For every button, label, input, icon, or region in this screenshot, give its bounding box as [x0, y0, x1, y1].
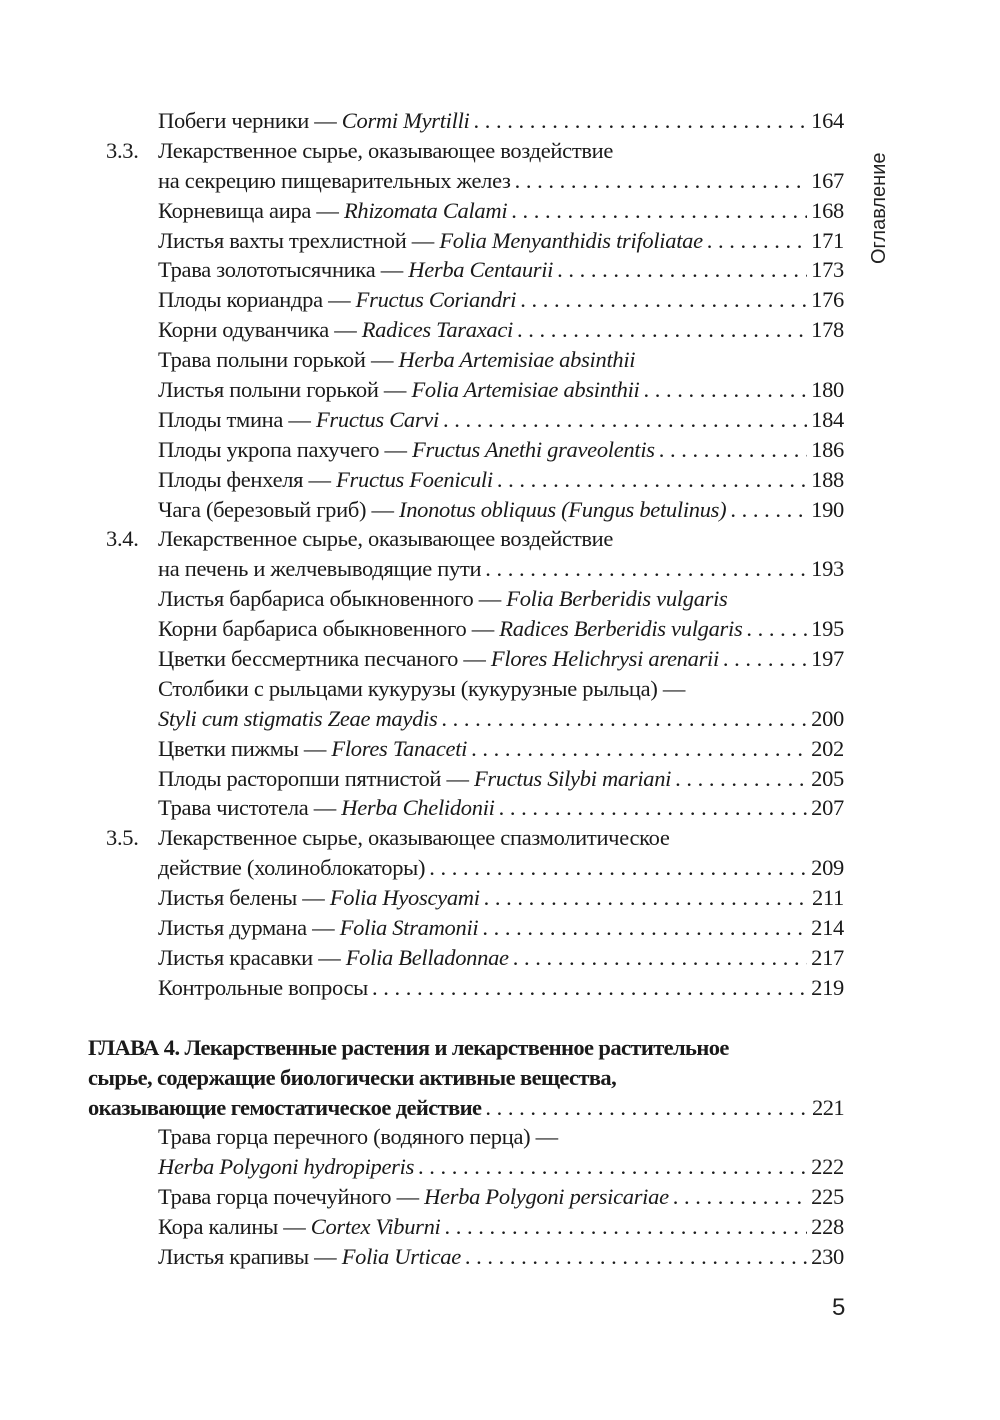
entry-title: [158, 736, 467, 762]
page-ref: 221: [812, 1094, 844, 1120]
dot-leader: [520, 287, 807, 313]
entry-title-russian: Листья вахты трехлистной —: [158, 227, 440, 253]
entry-title: [158, 556, 481, 582]
dot-leader: [482, 915, 807, 941]
entry-title-russian: Столбики с рыльцами кукурузы (кукурузные рыльца) —: [158, 675, 686, 701]
entry-title-latin: Fructus Anethi graveolentis: [412, 436, 655, 462]
toc-entry[interactable]: [88, 257, 844, 287]
entry-title-latin: Folia Berberidis vulgaris: [506, 586, 728, 612]
entry-title: [158, 108, 469, 134]
toc-entry[interactable]: [88, 885, 844, 915]
toc-entry[interactable]: [88, 676, 844, 706]
entry-title-russian: Листья дурмана —: [158, 915, 340, 941]
dot-leader: [730, 497, 807, 523]
toc-chapter4-section: [88, 1124, 844, 1273]
running-header-text: Оглавление: [868, 152, 890, 264]
toc-entry[interactable]: [88, 945, 844, 975]
entry-title-russian: Корневища аира —: [158, 197, 344, 223]
page-ref: 202: [811, 735, 844, 761]
toc-entry[interactable]: [88, 1214, 844, 1244]
toc-entry[interactable]: [88, 497, 844, 527]
dot-leader: [557, 257, 807, 283]
page-ref: 167: [811, 167, 844, 193]
entry-title-russian: Лекарственное сырье, оказывающее спазмолитическое: [158, 825, 670, 851]
entry-title: [158, 1124, 558, 1150]
toc-entry[interactable]: [88, 975, 844, 1005]
dot-leader: [673, 1184, 807, 1210]
entry-title-latin: Herba Artemisiae absinthii: [398, 347, 636, 373]
entry-title-latin: Fructus Coriandri: [355, 287, 517, 313]
toc-entry[interactable]: [88, 317, 844, 347]
toc-entry[interactable]: [88, 138, 844, 168]
entry-title-latin: Flores Helichrysi arenarii: [490, 646, 719, 672]
entry-title: [158, 407, 439, 433]
dot-leader: [723, 646, 807, 672]
page-ref: 164: [811, 108, 844, 133]
dot-leader: [485, 556, 807, 582]
entry-title: [158, 1154, 414, 1180]
entry-title-latin: Radices Berberidis vulgaris: [499, 616, 743, 642]
entry-title-russian: Трава золототысячника —: [158, 257, 409, 283]
chapter-heading-text: оказывающие гемостатическое действие: [88, 1094, 482, 1120]
chapter-heading-text: сырье, содержащие биологически активные вещества,: [88, 1064, 617, 1090]
entry-title: [158, 467, 493, 493]
entry-title: [158, 138, 613, 164]
entry-title: [158, 377, 640, 403]
toc-entry[interactable]: [88, 108, 844, 138]
toc-entry[interactable]: [88, 556, 844, 586]
table-of-contents: [88, 108, 844, 1274]
entry-title: [158, 526, 613, 552]
entry-title-russian: Побеги черники —: [158, 108, 342, 133]
entry-title-russian: действие (холиноблокаторы): [158, 855, 426, 881]
page-ref: 173: [811, 257, 844, 283]
toc-entry[interactable]: [88, 198, 844, 228]
page-ref: 217: [811, 944, 844, 970]
entry-title-russian: на печень и желчевыводящие пути: [158, 556, 482, 582]
entry-title-latin: Cormi Myrtilli: [341, 108, 470, 133]
entry-title-latin: Folia Artemisiae absinthii: [411, 377, 640, 403]
entry-title: [158, 795, 495, 821]
page-ref: 171: [811, 227, 844, 253]
entry-title: [158, 347, 635, 373]
page-ref: 193: [811, 556, 844, 582]
entry-title: [158, 646, 719, 672]
entry-title: [158, 975, 368, 1001]
dot-leader: [513, 945, 807, 971]
section-number: 3.3.: [106, 137, 139, 163]
page-number: 5: [832, 1294, 846, 1321]
toc-entry[interactable]: [88, 825, 844, 855]
toc-entry[interactable]: [88, 706, 844, 736]
entry-title-latin: Folia Belladonnae: [345, 944, 509, 970]
dot-leader: [473, 108, 807, 134]
entry-title-russian: Кора калины —: [158, 1214, 311, 1240]
entry-title-russian: Плоды укропа пахучего —: [158, 436, 413, 462]
entry-title-russian: Плоды фенхеля —: [158, 466, 337, 492]
page-ref: 222: [811, 1154, 844, 1180]
page-ref: 205: [811, 765, 844, 791]
toc-entry[interactable]: [88, 168, 844, 198]
entry-title-latin: Cortex Viburni: [310, 1214, 441, 1240]
page-ref: 214: [811, 915, 844, 941]
dot-leader: [511, 198, 807, 224]
page-ref: 168: [811, 197, 844, 223]
section-number: 3.5.: [106, 825, 139, 851]
toc-entry[interactable]: [88, 1184, 844, 1214]
entry-title-russian: Листья полыни горькой —: [158, 377, 412, 403]
dot-leader: [485, 1095, 808, 1121]
dot-leader: [443, 407, 807, 433]
page-ref: 178: [811, 317, 844, 343]
page-ref: 190: [811, 496, 844, 522]
entry-title: [158, 437, 655, 463]
dot-leader: [499, 795, 808, 821]
entry-title-russian: Лекарственное сырье, оказывающее воздействие: [158, 137, 614, 163]
chapter-heading-text: ГЛАВА 4. Лекарственные растения и лекарственное растительное: [88, 1034, 729, 1060]
dot-leader: [644, 377, 808, 403]
dot-leader: [372, 975, 807, 1001]
entry-title-russian: Плоды расторопши пятнистой —: [158, 765, 474, 791]
entry-title: [158, 616, 742, 642]
dot-leader: [497, 467, 807, 493]
page-ref: 225: [811, 1184, 844, 1210]
entry-title-russian: Трава горца почечуйного —: [158, 1184, 425, 1210]
entry-title-russian: Плоды кориандра —: [158, 287, 356, 313]
entry-title-russian: Листья крапивы —: [158, 1243, 342, 1269]
page-ref: 207: [811, 795, 844, 821]
toc-entry[interactable]: [88, 377, 844, 407]
toc-entry[interactable]: [88, 437, 844, 467]
dot-leader: [515, 168, 808, 194]
entry-title-russian: Корни одуванчика —: [158, 317, 362, 343]
entry-title: [158, 676, 685, 702]
entry-title: [158, 198, 507, 224]
toc-entry[interactable]: [88, 1244, 844, 1274]
page-ref: 176: [811, 287, 844, 313]
toc-entry[interactable]: [88, 646, 844, 676]
dot-leader: [445, 1214, 808, 1240]
toc-entry[interactable]: [88, 915, 844, 945]
toc-chapter4-heading[interactable]: [88, 1035, 844, 1125]
entry-title: [158, 766, 671, 792]
toc-entry[interactable]: [88, 1124, 844, 1154]
entry-title: [158, 317, 513, 343]
entry-title-russian: Чага (березовый гриб) —: [158, 496, 400, 522]
entry-title: [158, 168, 511, 194]
toc-entry[interactable]: [88, 407, 844, 437]
entry-title-latin: Herba Centaurii: [408, 257, 554, 283]
entry-title-latin: Folia Menyanthidis trifoliatae: [439, 227, 703, 253]
dot-leader: [484, 885, 808, 911]
entry-title-latin: Folia Urticae: [341, 1243, 461, 1269]
toc-entry[interactable]: [88, 795, 844, 825]
page-ref: 188: [811, 466, 844, 492]
entry-title: [158, 1214, 441, 1240]
section-gap: [88, 1005, 844, 1035]
entry-title-latin: Flores Tanaceti: [331, 735, 468, 761]
entry-title-latin: Radices Taraxaci: [361, 317, 513, 343]
entry-title-russian: Цветки бессмертника песчаного —: [158, 646, 491, 672]
entry-title-russian: Листья белены —: [158, 885, 330, 911]
toc-entry[interactable]: [88, 586, 844, 616]
entry-title-russian: Плоды тмина —: [158, 406, 316, 432]
entry-title-russian: на секрецию пищеварительных желез: [158, 167, 511, 193]
toc-entry[interactable]: [88, 616, 844, 646]
page-ref: 200: [811, 705, 844, 731]
dot-leader: [418, 1154, 807, 1180]
page-ref: 209: [811, 855, 844, 881]
entry-title: [158, 945, 509, 971]
entry-title: [158, 287, 516, 313]
entry-title-latin: Folia Hyoscyami: [329, 885, 480, 911]
entry-title: [158, 1184, 669, 1210]
entry-title-russian: Трава полыни горькой —: [158, 347, 399, 373]
entry-title-russian: Трава чистотела —: [158, 795, 342, 821]
dot-leader: [707, 228, 807, 254]
page-ref: 184: [811, 406, 844, 432]
dot-leader: [746, 616, 807, 642]
entry-title: [158, 855, 425, 881]
toc-entry[interactable]: [88, 736, 844, 766]
page-ref: 219: [811, 974, 844, 1000]
entry-title: [158, 885, 480, 911]
dot-leader: [675, 766, 807, 792]
toc-entry[interactable]: [88, 766, 844, 796]
chapter-heading-line: [88, 1065, 844, 1095]
entry-title-russian: Лекарственное сырье, оказывающее воздействие: [158, 526, 614, 552]
running-header-vertical: [864, 118, 894, 268]
toc-entry[interactable]: [88, 855, 844, 885]
chapter-heading-line: [88, 1095, 844, 1125]
entry-title: [158, 497, 726, 523]
entry-title-latin: Fructus Carvi: [315, 406, 439, 432]
page-ref: 186: [811, 436, 844, 462]
section-number: 3.4.: [106, 526, 139, 552]
entry-title: [158, 586, 728, 612]
page-ref: 230: [811, 1243, 844, 1269]
page-ref: 197: [811, 646, 844, 672]
entry-title: [158, 706, 437, 732]
toc-entry[interactable]: [88, 228, 844, 258]
entry-title-latin: Herba Polygoni hydropiperis: [158, 1154, 415, 1180]
entry-title: [158, 915, 478, 941]
entry-title-latin: Fructus Foeniculi: [336, 466, 493, 492]
dot-leader: [441, 706, 807, 732]
dot-leader: [659, 437, 807, 463]
dot-leader: [517, 317, 807, 343]
entry-title: [158, 1244, 461, 1270]
entry-title-latin: Fructus Silybi mariani: [473, 765, 672, 791]
dot-leader: [465, 1244, 807, 1270]
entry-title-russian: Контрольные вопросы: [158, 974, 368, 1000]
entry-title-latin: Herba Chelidonii: [341, 795, 495, 821]
page-ref: 228: [811, 1214, 844, 1240]
toc-entry[interactable]: [88, 467, 844, 497]
entry-title-latin: Styli cum stigmatis Zeae maydis: [158, 705, 438, 731]
entry-title-latin: Herba Polygoni persicariae: [424, 1184, 669, 1210]
page-ref: 195: [811, 616, 844, 642]
entry-title-russian: Корни барбариса обыкновенного —: [158, 616, 500, 642]
dot-leader: [471, 736, 807, 762]
entry-title-russian: Трава горца перечного (водяного перца) —: [158, 1124, 558, 1150]
entry-title-russian: Листья красавки —: [158, 944, 346, 970]
toc-entry[interactable]: [88, 347, 844, 377]
entry-title: [158, 257, 553, 283]
page-ref: 211: [811, 885, 844, 911]
entry-title: [158, 825, 670, 851]
dot-leader: [429, 855, 807, 881]
toc-chapter3-section: [88, 108, 844, 1005]
chapter-heading-line: [88, 1035, 844, 1065]
entry-title-latin: Inonotus obliquus (Fungus betulinus): [399, 496, 727, 522]
entry-title-latin: Folia Stramonii: [339, 915, 479, 941]
entry-title-latin: Rhizomata Calami: [343, 197, 508, 223]
toc-entry[interactable]: [88, 526, 844, 556]
page-ref: 180: [811, 377, 844, 403]
toc-entry[interactable]: [88, 1154, 844, 1184]
entry-title: [158, 228, 703, 254]
entry-title-russian: Цветки пижмы —: [158, 735, 332, 761]
toc-entry[interactable]: [88, 287, 844, 317]
entry-title-russian: Листья барбариса обыкновенного —: [158, 586, 507, 612]
